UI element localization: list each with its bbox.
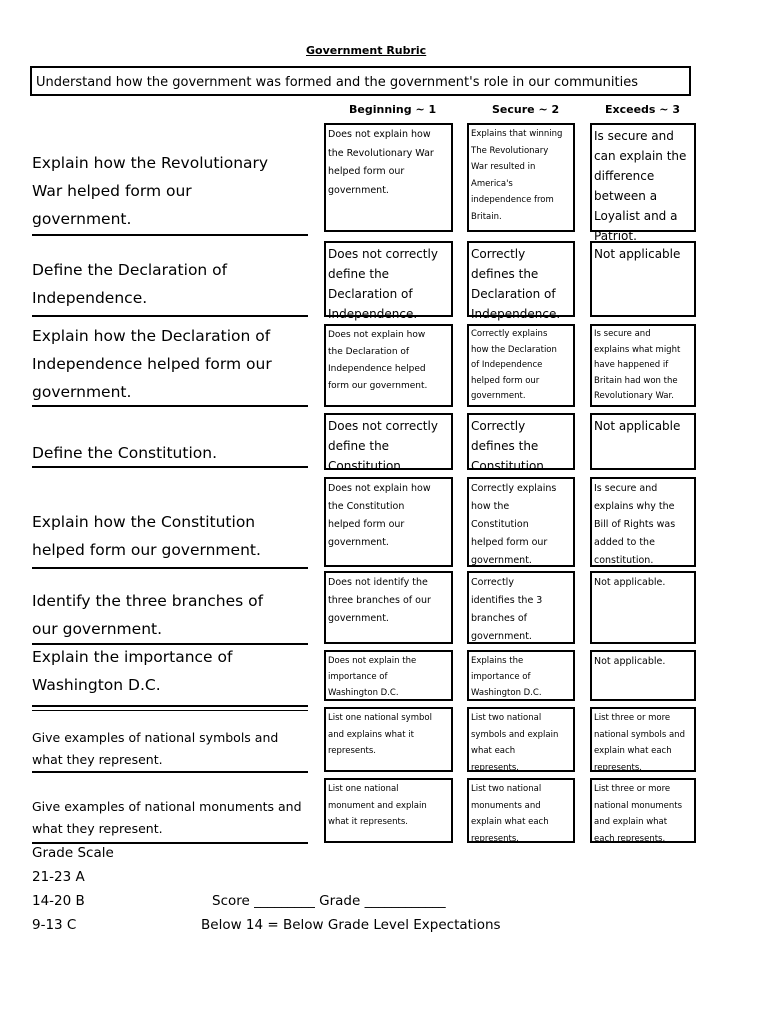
cell-secure: Correctly defines the Constitution. <box>467 413 575 470</box>
criterion-define-constitution: Define the Constitution. <box>32 444 217 462</box>
cell-beginning: Does not correctly define the Declaration of Independence. <box>324 241 453 317</box>
cell-beginning: List one national monument and explain what it represents. <box>324 778 453 843</box>
criterion-national-symbols: Give examples of national symbols and what they represent. <box>32 730 279 767</box>
cell-secure: Correctly defines the Declaration of Independence. <box>467 241 575 317</box>
cell-beginning: Does not explain how the Constitution helped form our government. <box>324 477 453 567</box>
cell-exceeds: Is secure and explains why the Bill of Rights was added to the constitution. <box>590 477 696 567</box>
criterion-underline <box>32 842 308 844</box>
cell-exceeds: Not applicable. <box>590 650 696 701</box>
cell-secure: List two national symbols and explain what each represents. <box>467 707 575 772</box>
cell-beginning: Does not explain the importance of Washington D.C. <box>324 650 453 701</box>
header-exceeds: Exceeds ~ 3 <box>605 103 681 116</box>
grade-scale-a: 21-23 A <box>32 869 85 885</box>
criterion-constitution-government: Explain how the Constitution helped form our government. <box>32 513 261 559</box>
cell-exceeds: List three or more national symbols and explain what each represents. <box>590 707 696 772</box>
rubric-title: Government Rubric <box>306 44 427 57</box>
below-grade-note: Below 14 = Below Grade Level Expectations <box>201 917 501 933</box>
cell-beginning: Does not correctly define the Constitution. <box>324 413 453 470</box>
criterion-define-declaration: Define the Declaration of Independence. <box>32 261 228 307</box>
cell-beginning: Does not identify the three branches of our government. <box>324 571 453 644</box>
criterion-three-branches: Identify the three branches of our government. <box>32 592 264 638</box>
criterion-underline <box>32 466 308 468</box>
grade-scale-heading: Grade Scale <box>32 845 114 861</box>
criterion-underline <box>32 405 308 407</box>
criterion-declaration-government: Explain how the Declaration of Independence helped form our government. <box>32 327 272 401</box>
criterion-underline <box>32 234 308 236</box>
cell-exceeds: Is secure and explains what might have happened if Britain had won the Revolutionary War. <box>590 324 696 407</box>
cell-secure: List two national monuments and explain what each represents. <box>467 778 575 843</box>
grade-scale-c: 9-13 C <box>32 917 77 933</box>
cell-secure: Explains the importance of Washington D.C. <box>467 650 575 701</box>
cell-exceeds: Not applicable. <box>590 571 696 644</box>
cell-secure: Correctly explains how the Constitution helped form our government. <box>467 477 575 567</box>
objective-box <box>30 66 691 96</box>
criterion-underline <box>32 710 308 711</box>
cell-secure: Explains that winning The Revolutionary War resulted in America's independence from Britain. <box>467 123 575 232</box>
score-grade-line: Score _________ Grade ____________ <box>212 893 446 909</box>
cell-beginning: List one national symbol and explains what it represents. <box>324 707 453 772</box>
criterion-underline <box>32 705 308 707</box>
cell-secure: Correctly identifies the 3 branches of government. <box>467 571 575 644</box>
cell-exceeds: Not applicable <box>590 241 696 317</box>
criterion-underline <box>32 771 308 773</box>
header-beginning: Beginning ~ 1 <box>349 103 437 116</box>
criterion-national-monuments: Give examples of national monuments and what they represent. <box>32 799 302 836</box>
criterion-underline <box>32 315 308 317</box>
cell-beginning: Does not explain how the Revolutionary War helped form our government. <box>324 123 453 232</box>
objective-text: Understand how the government was formed and the government's role in our communities <box>36 75 639 90</box>
criterion-underline <box>32 567 308 569</box>
cell-beginning: Does not explain how the Declaration of Independence helped form our government. <box>324 324 453 407</box>
cell-exceeds: Not applicable <box>590 413 696 470</box>
cell-exceeds: Is secure and can explain the difference between a Loyalist and a Patriot. <box>590 123 696 232</box>
cell-secure: Correctly explains how the Declaration of Independence helped form our government. <box>467 324 575 407</box>
cell-exceeds: List three or more national monuments and explain what each represents. <box>590 778 696 843</box>
criterion-revolutionary-war: Explain how the Revolutionary War helped form our government. <box>32 154 269 228</box>
header-secure: Secure ~ 2 <box>492 103 560 116</box>
grade-scale-b: 14-20 B <box>32 893 85 909</box>
criterion-washington-dc: Explain the importance of Washington D.C. <box>32 648 233 694</box>
